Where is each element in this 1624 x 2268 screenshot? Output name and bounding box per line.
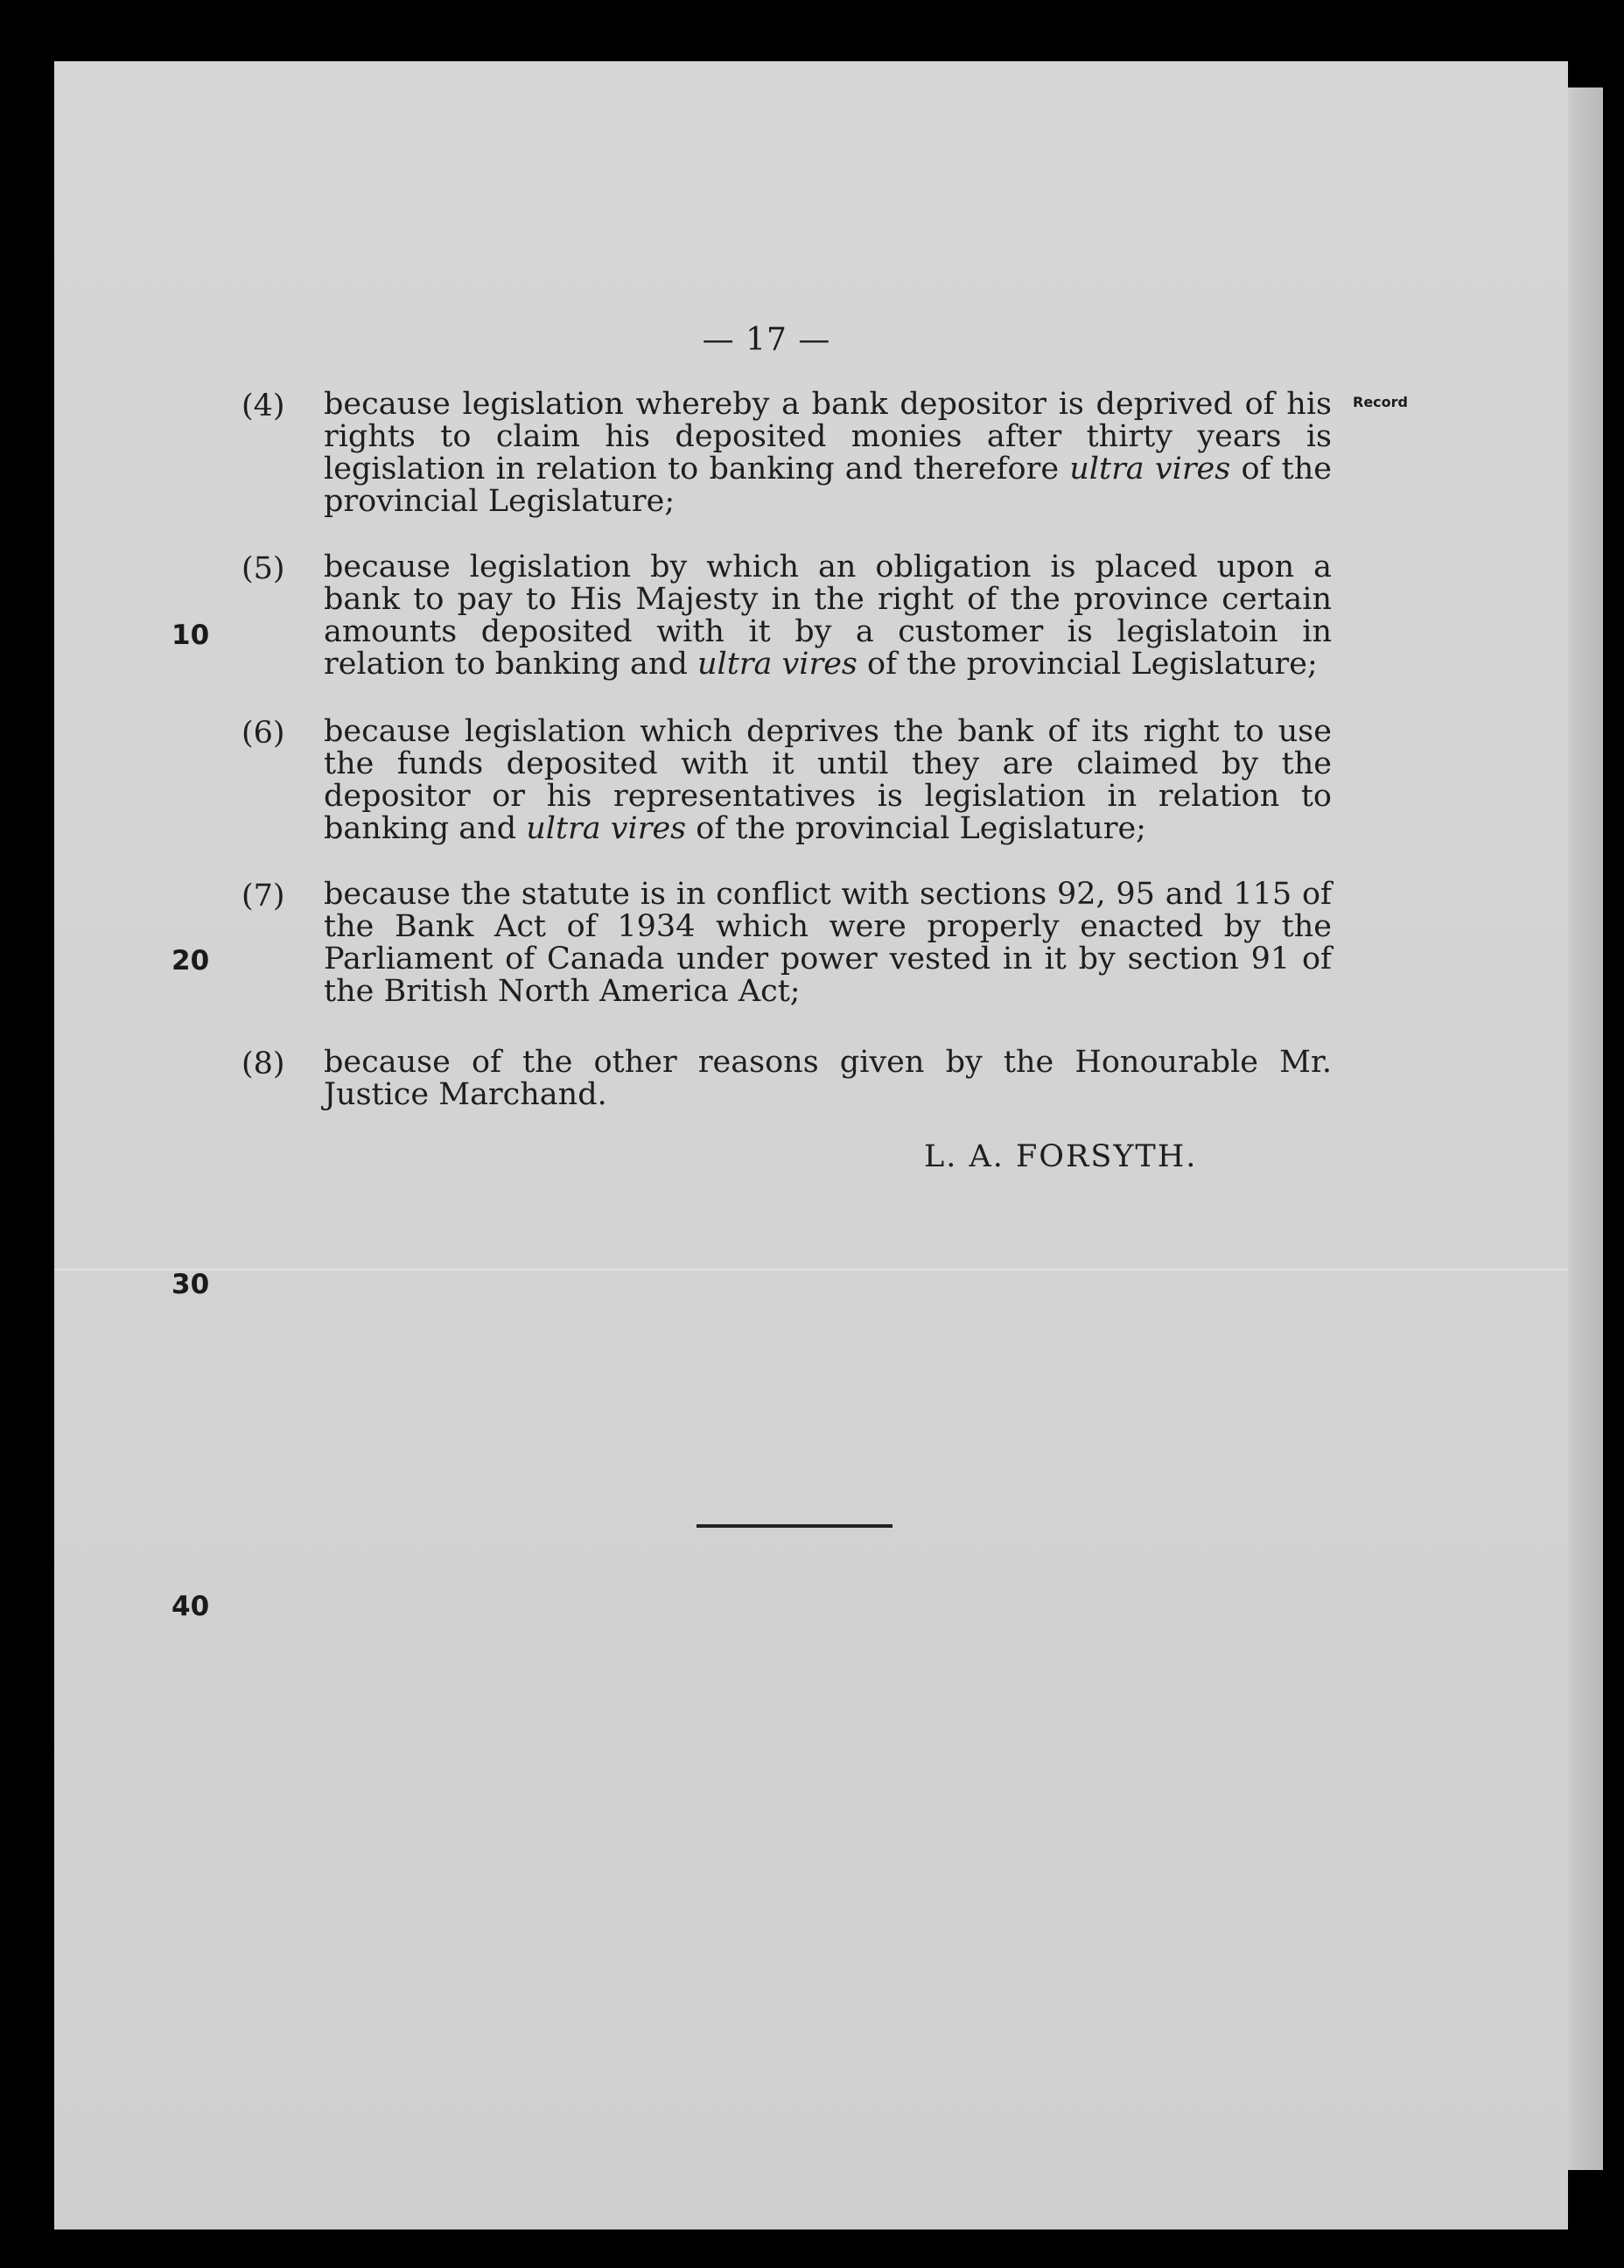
page-edge bbox=[1564, 88, 1603, 2170]
item-text: because legislation which deprives the bank of its right to use the funds deposited with it until they are claimed by the depositor or his representatives is legislation in relation to banking and ultra vires of the provincial Legislature; bbox=[324, 714, 1332, 846]
item-number: (8) bbox=[242, 1046, 285, 1082]
line-number-10: 10 bbox=[172, 620, 210, 651]
end-rule bbox=[696, 1524, 892, 1528]
item-text: because of the other reasons given by the Honourable Mr. Justice Marchand. bbox=[324, 1045, 1332, 1112]
item-number: (6) bbox=[242, 716, 285, 751]
signature: L. A. FORSYTH. bbox=[924, 1139, 1198, 1174]
item-number: (5) bbox=[242, 551, 285, 586]
item-text: because legislation by which an obligation is placed upon a bank to pay to His Majesty in the right of the province certain amounts deposited with it by a customer is legislatoin in relation to banking and ultra vires of the provincial Legislature; bbox=[324, 550, 1332, 682]
page-number: — 17 — bbox=[702, 322, 831, 358]
item-number: (7) bbox=[242, 878, 285, 914]
line-number-30: 30 bbox=[172, 1269, 210, 1300]
line-number-40: 40 bbox=[172, 1591, 210, 1622]
item-number: (4) bbox=[242, 388, 285, 424]
record-margin-label: Record bbox=[1353, 394, 1408, 410]
item-text: because legislation whereby a bank depositor is deprived of his rights to claim his deposited monies after thirty years is legislation in relation to banking and therefore ultra vires of the provincial Legislature; bbox=[324, 387, 1332, 519]
line-number-20: 20 bbox=[172, 945, 210, 976]
page-fold bbox=[54, 1269, 1568, 1270]
item-text: because the statute is in conflict with sections 92, 95 and 115 of the Bank Act of 1934 which were properly enacted by the Parliament of Canada under power vested in it by section 91 of the British North America Act; bbox=[324, 877, 1332, 1009]
